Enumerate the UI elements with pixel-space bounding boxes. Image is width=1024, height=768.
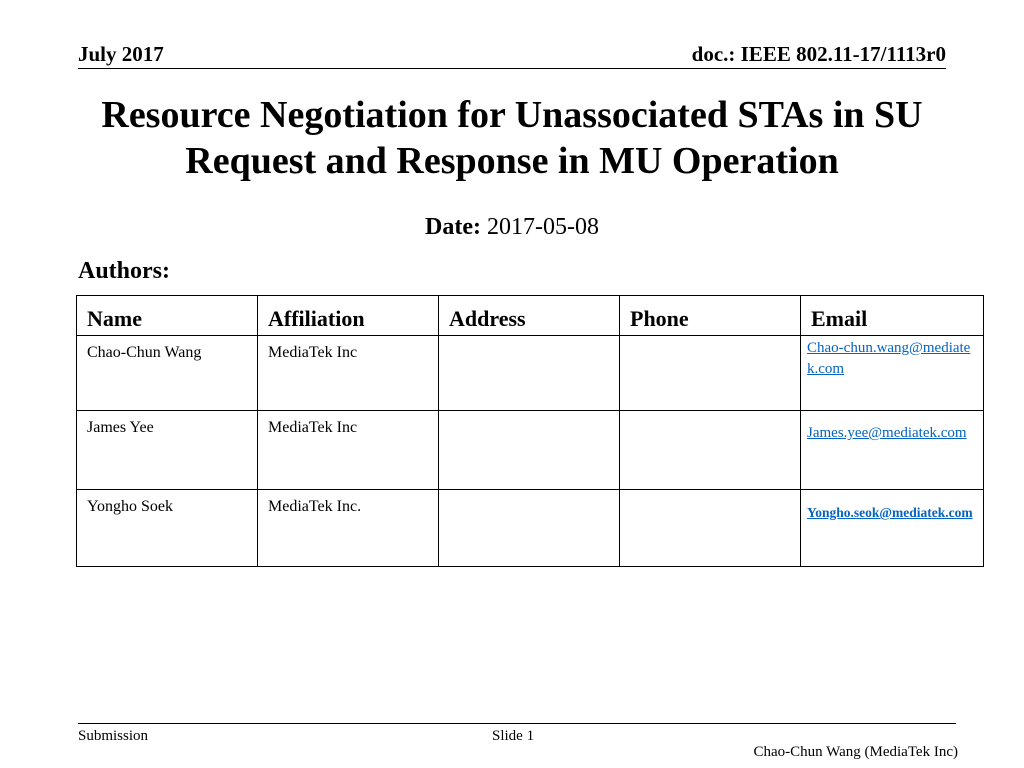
author-address [439, 411, 620, 490]
author-email-link[interactable]: James.yee@mediatek.com [807, 425, 967, 441]
date-line [0, 214, 1024, 241]
column-header-address: Address [439, 296, 620, 336]
footer-divider [78, 723, 956, 724]
slide-title-line-1: Resource Negotiation for Unassociated STAs in SU [101, 94, 923, 136]
column-header-phone: Phone [620, 296, 801, 336]
date-value: 2017-05-08 [486, 214, 599, 240]
column-header-name: Name [77, 296, 258, 336]
author-phone [620, 490, 801, 567]
header-divider [78, 68, 946, 69]
footer-author: Chao-Chun Wang (MediaTek Inc) [753, 744, 958, 760]
authors-table [76, 295, 984, 567]
author-address [439, 336, 620, 411]
author-email-cell [801, 411, 984, 490]
author-name: Yongho Soek [77, 490, 258, 567]
footer-submission: Submission [78, 728, 149, 744]
author-name: Chao-Chun Wang [77, 336, 258, 411]
author-affiliation: MediaTek Inc. [258, 490, 439, 567]
author-email-cell [801, 336, 984, 411]
column-header-email: Email [801, 296, 984, 336]
author-affiliation: MediaTek Inc [258, 336, 439, 411]
header-date: July 2017 [78, 42, 164, 66]
table-row [77, 411, 984, 490]
table-row [77, 336, 984, 411]
author-email-link[interactable]: Chao-chun.wang@mediatek.com [807, 340, 971, 377]
author-affiliation: MediaTek Inc [258, 411, 439, 490]
author-phone [620, 411, 801, 490]
header-doc-id: doc.: IEEE 802.11-17/1113r0 [691, 42, 946, 66]
author-address [439, 490, 620, 567]
author-phone [620, 336, 801, 411]
author-email-link[interactable]: Yongho.seok@mediatek.com [807, 505, 973, 520]
table-row [77, 490, 984, 567]
authors-label: Authors: [78, 258, 171, 284]
author-email-cell [801, 490, 984, 567]
slide-title [40, 92, 984, 184]
date-label: Date: [425, 214, 481, 240]
slide-title-line-2: Request and Response in MU Operation [185, 140, 839, 182]
footer-slide-number: Slide 1 [492, 728, 535, 744]
author-name: James Yee [77, 411, 258, 490]
column-header-affiliation: Affiliation [258, 296, 439, 336]
table-header-row [77, 296, 984, 336]
